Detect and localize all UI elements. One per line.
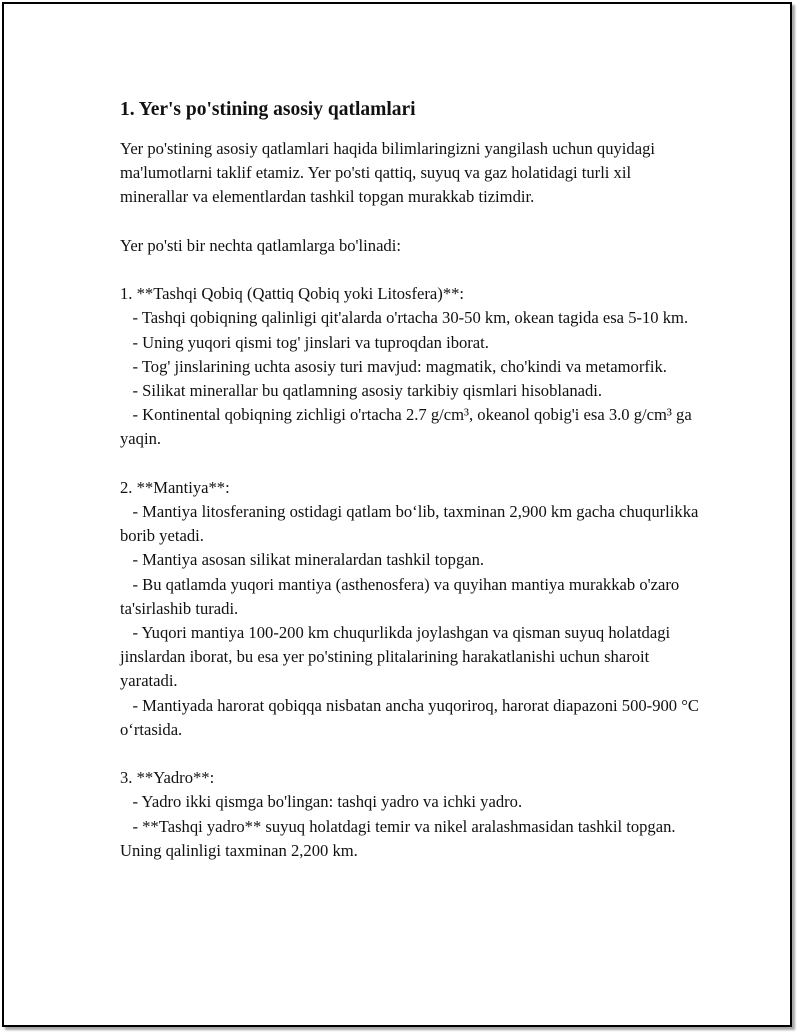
list-item: - Mantiyada harorat qobiqqa nisbatan ancha yuqoriroq, harorat diapazoni 500-900 °C o‘rtasida.	[120, 695, 704, 739]
list-item: - Bu qatlamda yuqori mantiya (asthenosfera) va quyihan mantiya murakkab o'zaro ta'sirlashib turadi.	[120, 574, 684, 618]
list-item: - Yuqori mantiya 100-200 km chuqurlikda joylashgan va qisman suyuq holatdagi jinslardan iborat, bu esa yer po'stining plitalarining harakatlanishi uchun sharoit yaratadi.	[120, 623, 675, 691]
intro-paragraph: Yer po'stining asosiy qatlamlari haqida bilimlaringizni yangilash uchun quyidagi ma'lumotlarni taklif etamiz. Yer po'sti qattiq, suyuq va gaz holatidagi turli xil minerallar va elementlardan tashkil topgan murakkab tizimdir.	[120, 139, 660, 207]
list-item: - Kontinental qobiqning zichligi o'rtacha 2.7 g/cm³, okeanol qobig'i esa 3.0 g/cm³ ga yaqin.	[120, 405, 696, 449]
section-heading: 2. **Mantiya**:	[120, 477, 230, 497]
section-heading: 1. **Tashqi Qobiq (Qattiq Qobiq yoki Litosfera)**:	[120, 284, 465, 304]
section-mantle	[120, 476, 704, 742]
section-crust	[120, 282, 700, 451]
list-item: - Yadro ikki qismga bo'lingan: tashqi yadro va ichki yadro.	[120, 792, 523, 812]
list-item: - Tog' jinslarining uchta asosiy turi mavjud: magmatik, cho'kindi va metamorfik.	[120, 356, 667, 376]
list-item: - Uning yuqori qismi tog' jinslari va tuproqdan iborat.	[120, 332, 489, 352]
document-body	[120, 97, 704, 863]
list-item: - **Tashqi yadro** suyuq holatdagi temir va nikel aralashmasidan tashkil topgan. Uning qalinligi taxminan 2,200 km.	[120, 816, 680, 860]
list-item: - Mantiya litosferaning ostidagi qatlam bo‘lib, taxminan 2,900 km gacha chuqurlikka borib yetadi.	[120, 502, 703, 546]
document-title: 1. Yer's po'stining asosiy qatlamlari	[120, 99, 416, 120]
list-item: - Tashqi qobiqning qalinligi qit'alarda o'rtacha 30-50 km, okean tagida esa 5-10 km.	[120, 308, 689, 328]
section-core	[120, 766, 700, 863]
list-item: - Mantiya asosan silikat mineralardan tashkil topgan.	[120, 550, 485, 570]
list-item: - Silikat minerallar bu qatlamning asosiy tarkibiy qismlari hisoblanadi.	[120, 381, 603, 400]
section-heading: 3. **Yadro**:	[120, 768, 215, 788]
document-page	[2, 2, 792, 1027]
lead-paragraph: Yer po'sti bir nechta qatlamlarga bo'linadi:	[120, 235, 401, 255]
